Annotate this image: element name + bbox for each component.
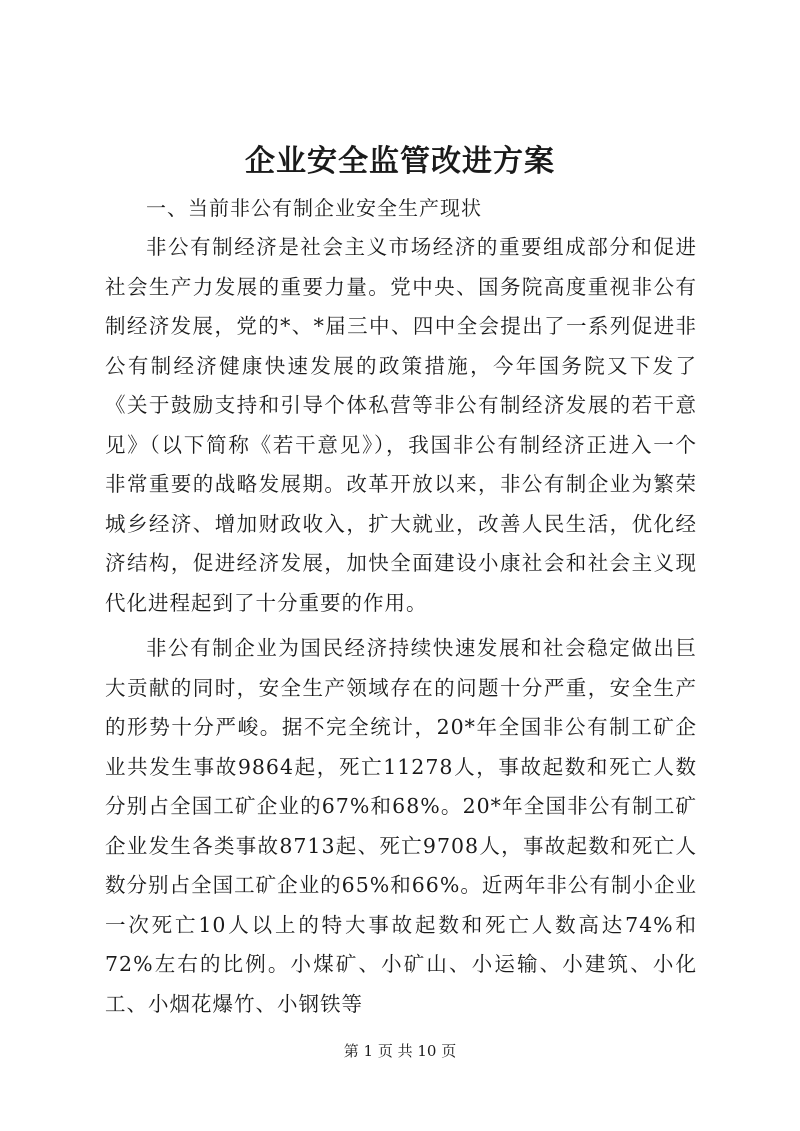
- document-title: 企业安全监管改进方案: [245, 144, 555, 179]
- section-heading: 一、当前非公有制企业安全生产现状: [146, 196, 482, 220]
- page-footer: [0, 1040, 800, 1062]
- body-paragraph: 非公有制企业为国民经济持续快速发展和社会稳定做出巨大贡献的同时，安全生产领域存在的问题十分严重，安全生产的形势十分严峻。据不完全统计，20*年全国非公有制工矿企业共发生事故9864起，死亡11278人，事故起数和死亡人数分别占全国工矿企业的67%和68%。20*年全国非公有制工矿企业发生各类事故8713起、死亡9708人，事故起数和死亡人数分别占全国工矿企业的65%和66%。近两年非公有制小企业一次死亡10人以上的特大事故起数和死亡人数高达74%和72%左右的比例。小煤矿、小矿山、小运输、小建筑、小化工、小烟花爆竹、小钢铁等: [105, 636, 697, 1016]
- body-paragraph: 非公有制经济是社会主义市场经济的重要组成部分和促进社会生产力发展的重要力量。党中央、国务院高度重视非公有制经济发展，党的*、*届三中、四中全会提出了一系列促进非公有制经济健康快速发展的政策措施，今年国务院又下发了《关于鼓励支持和引导个体私营等非公有制经济发展的若干意见》（以下简称《若干意见》），我国非公有制经济正进入一个非常重要的战略发展期。改革开放以来，非公有制企业为繁荣城乡经济、增加财政收入，扩大就业，改善人民生活，优化经济结构，促进经济发展，加快全面建设小康社会和社会主义现代化进程起到了十分重要的作用。: [105, 235, 697, 615]
- page-number-indicator: 第 1 页 共 10 页: [343, 1042, 457, 1060]
